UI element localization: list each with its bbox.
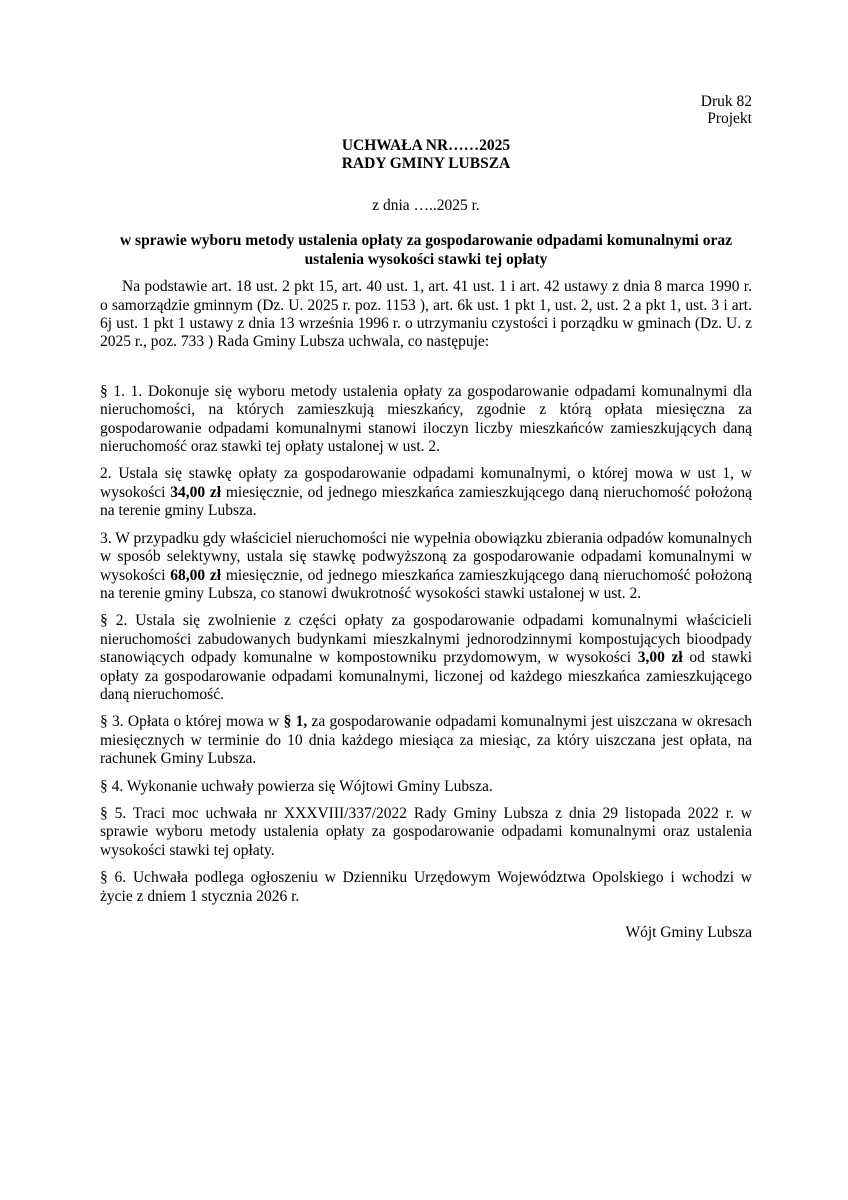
docket-number: Druk 82 [700, 93, 752, 110]
resolution-date-line: z dnia …..2025 r. [372, 197, 480, 214]
paragraph-2 [100, 612, 752, 704]
paragraph-3-reference: § 1, [283, 713, 308, 731]
paragraph-1-section-2-text-cont: miesięcznie, od jednego mieszkańca zamieszkującego daną nieruchomość położoną na terenie gminy Lubsza. [100, 483, 752, 520]
paragraph-1-section-3 [100, 530, 752, 604]
fee-amount-raised: 68,00 zł [170, 566, 222, 584]
fee-amount-standard: 34,00 zł [170, 483, 222, 501]
paragraph-2-text-cont: od stawki opłaty za gospodarowanie odpadami komunalnymi, liczonej od każdego mieszkańca zamieszkującego daną nieruchomość. [100, 649, 753, 703]
docket-block [100, 93, 752, 127]
paragraph-5: § 5. Traci moc uchwała nr XXXVIII/337/2022 Rady Gminy Lubsza z dnia 29 listopada 2022 r. w sprawie wyboru metody ustalenia opłaty za gospodarowanie odpadami komunalnymi oraz ustalenia wysokości stawki tej opłaty. [100, 804, 752, 859]
paragraph-2-text: § 2. Ustala się zwolnienie z części opłaty za gospodarowanie odpadami komunalnymi właścicieli nieruchomości zabudowanych budynkami mieszkalnymi jednorodzinnymi kompostujących bioodpady stanowiących odpady komunalne w kompostowniku przydomowym, w wysokości [100, 612, 752, 667]
paragraph-4: § 4. Wykonanie uchwały powierza się Wójtowi Gminy Lubsza. [100, 777, 493, 795]
paragraph-1-section-2-text: 2. Ustala się stawkę opłaty za gospodarowanie odpadami komunalnymi, o której mowa w ust 1, w wysokości [100, 465, 752, 501]
resolution-title-line1: UCHWAŁA NR……2025 [341, 137, 511, 154]
resolution-subject [100, 232, 752, 269]
paragraph-1-section-3-text-cont: miesięcznie, od jednego mieszkańca zamieszkującego daną nieruchomość położoną na terenie gminy Lubsza, co stanowi dwukrotność wysokości stawki ustalonej w ust. 2. [100, 566, 752, 602]
draft-status-label: Projekt [707, 110, 752, 127]
paragraph-1-section-2 [100, 465, 752, 520]
paragraph-3 [100, 713, 752, 768]
paragraph-3-text: § 3. Opłata o której mowa w [100, 713, 284, 731]
paragraph-3-text-cont: za gospodarowanie odpadami komunalnymi jest uiszczana w okresach miesięcznych w terminie do 10 dnia każdego miesiąca za miesiąc, za który uiszczana jest opłata, na rachunek Gminy Lubsza. [100, 713, 753, 768]
legal-basis-preamble: Na podstawie art. 18 ust. 2 pkt 15, art. 40 ust. 1, art. 41 ust. 1 i art. 42 ustawy z dnia 8 marca 1990 r. o samorządzie gminnym (Dz. U. 2025 r. poz. 1153 ), art. 6k ust. 1 pkt 1, ust. 2, ust. 2 a pkt 1, ust. 3 i art. 6j ust. 1 pkt 1 ustawy z dnia 13 września 1996 r. o utrzymaniu czystości i porządku w gminach (Dz. U. z 2025 r., poz. 733 ) Rada Gminy Lubsza uchwala, co następuje: [100, 278, 752, 351]
paragraph-1-section-3-text: 3. W przypadku gdy właściciel nieruchomości nie wypełnia obowiązku zbierania odpadów komunalnych w sposób selektywny, ustala się stawkę podwyższoną za gospodarowanie odpadami komunalnymi w wysokości [100, 529, 752, 584]
resolution-title [100, 137, 752, 173]
fee-exemption-amount: 3,00 zł [637, 649, 683, 667]
resolution-subject-line1: w sprawie wyboru metody ustalenia opłaty za gospodarowanie odpadami komunalnymi oraz [119, 232, 732, 250]
paragraph-1-section-1: § 1. 1. Dokonuje się wyboru metody ustalenia opłaty za gospodarowanie odpadami komunalnymi dla nieruchomości, na których zamieszkują mieszkańcy, zgodnie z którą opłata miesięczna za gospodarowanie odpadami komunalnymi stanowi iloczyn liczby mieszkańców zamieszkujących daną nieruchomość oraz stawki tej opłaty ustalonej w ust. 2. [100, 382, 752, 456]
resolution-subject-line2: ustalenia wysokości stawki tej opłaty [304, 250, 548, 268]
signature-line: Wójt Gminy Lubsza [625, 924, 752, 941]
paragraph-6: § 6. Uchwała podlega ogłoszeniu w Dzienniku Urzędowym Województwa Opolskiego i wchodzi w życie z dniem 1 stycznia 2026 r. [100, 869, 752, 905]
resolution-title-line2: RADY GMINY LUBSZA [341, 155, 511, 172]
